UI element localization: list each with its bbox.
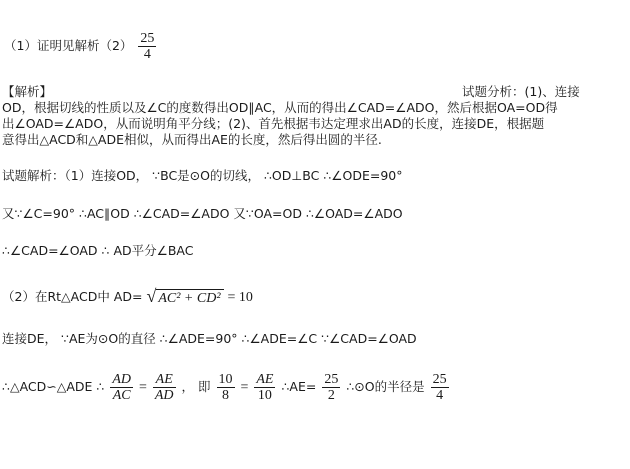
answer-fraction-denominator: 4 xyxy=(143,47,151,62)
radicand: AC² + CD² xyxy=(156,289,223,307)
ae-result-text: ∴AE= xyxy=(281,379,317,394)
answer-fraction xyxy=(138,31,156,62)
fraction-ae-ad-numerator: AE xyxy=(153,372,176,388)
square-root xyxy=(146,288,223,307)
analysis-line-2: 出∠OAD=∠ADO，从而说明角平分线；(2)、首先根据韦达定理求出AD的长度，连接DE，根据题 xyxy=(2,116,545,131)
namely-text: ， 即 xyxy=(181,379,211,394)
equals-sign-1: = xyxy=(138,380,147,395)
similar-triangles-text: ∴△ACD∽△ADE ∴ xyxy=(2,379,105,394)
fraction-25-4 xyxy=(431,372,449,403)
fraction-25-4-numerator: 25 xyxy=(432,372,447,387)
analysis-line-1: OD，根据切线的性质以及∠C的度数得出OD∥AC，从而的得出∠CAD=∠ADO，然后根据OA=OD得 xyxy=(2,100,558,115)
solution-line-3: ∴∠CAD=∠OAD ∴ AD平分∠BAC xyxy=(2,243,194,258)
fraction-10-8-denominator: 8 xyxy=(222,388,229,403)
radius-text: ∴⊙O的半径是 xyxy=(346,379,425,394)
fraction-ad-ac-numerator: AD xyxy=(112,372,131,387)
answer-text: （1）证明见解析（2） xyxy=(4,38,133,53)
fraction-ae-10 xyxy=(254,372,275,403)
radical-sign: √ xyxy=(146,286,157,306)
solution-line-4 xyxy=(2,288,253,307)
solution-line-2: 又∵∠C=90° ∴AC∥OD ∴∠CAD=∠ADO 又∵OA=OD ∴∠OAD=∠ADO xyxy=(2,206,403,221)
solution-line-4-result: = 10 xyxy=(227,290,253,305)
fraction-ae-10-numerator: AE xyxy=(256,372,274,387)
fraction-25-2-numerator: 25 xyxy=(324,372,339,387)
fraction-ad-ac-denominator: AC xyxy=(112,388,131,403)
answer-fraction-numerator: 25 xyxy=(140,31,155,46)
solution-line-1: 试题解析：（1）连接OD， ∵BC是⊙O的切线， ∴OD⊥BC ∴∠ODE=90° xyxy=(2,168,403,183)
fraction-ae-10-denominator: 10 xyxy=(257,388,272,403)
solution-line-4-text: （2）在Rt△ACD中 AD= xyxy=(2,289,143,304)
fraction-25-2 xyxy=(322,372,340,403)
analysis-line-3: 意得出△ACD和△ADE相似，从而得出AE的长度，然后得出圆的半径. xyxy=(2,132,382,147)
solution-line-5: 连接DE， ∵AE为⊙O的直径 ∴∠ADE=90° ∴∠ADE=∠C ∵∠CAD=∠OAD xyxy=(2,331,417,346)
fraction-ad-ac xyxy=(110,372,133,403)
fraction-10-8-numerator: 10 xyxy=(218,372,233,387)
answer-line xyxy=(4,31,158,62)
fraction-25-4-denominator: 4 xyxy=(436,388,444,403)
fraction-10-8 xyxy=(217,372,235,403)
equals-sign-2: = xyxy=(240,380,249,395)
analysis-hint-label: 试题分析：(1)、连接 xyxy=(462,84,580,99)
fraction-25-2-denominator: 2 xyxy=(327,388,335,403)
fraction-ae-ad-denominator: AD xyxy=(154,388,174,403)
analysis-heading: 【解析】 xyxy=(2,84,53,99)
solution-line-6 xyxy=(2,372,451,403)
fraction-ae-ad xyxy=(153,372,176,403)
